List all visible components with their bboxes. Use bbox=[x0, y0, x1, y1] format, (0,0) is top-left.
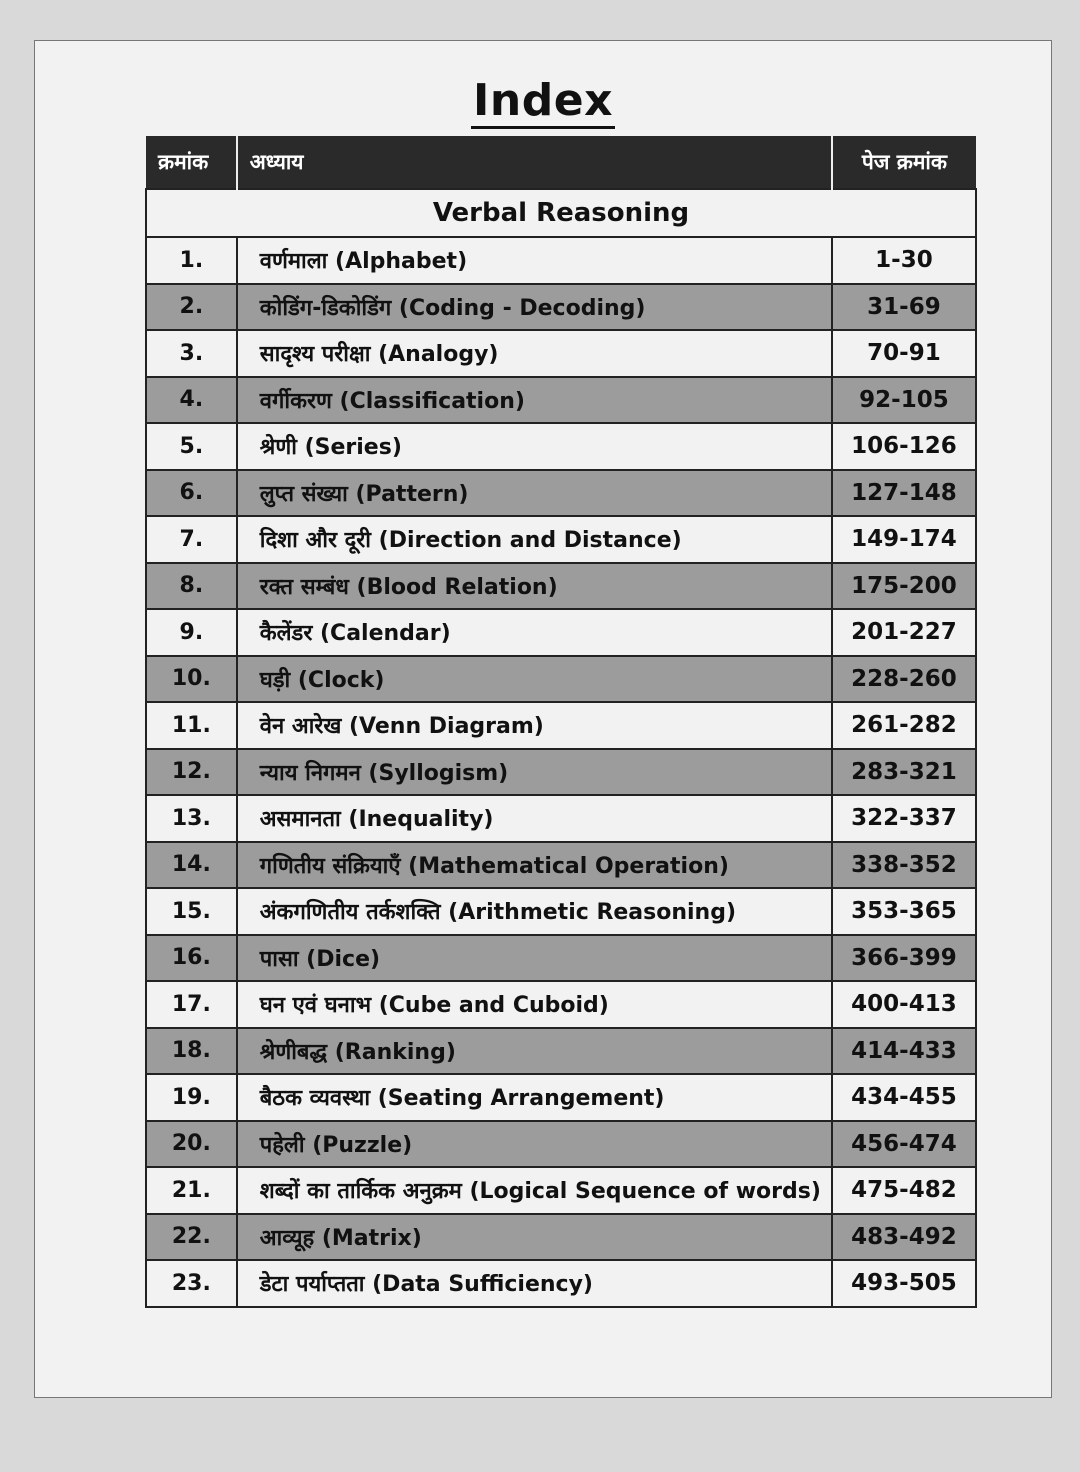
table-row bbox=[146, 1167, 976, 1214]
row-pages: 70-91 bbox=[832, 330, 976, 377]
row-chapter: वेन आरेख (Venn Diagram) bbox=[237, 702, 832, 749]
row-pages: 175-200 bbox=[832, 563, 976, 610]
row-chapter: लुप्त संख्या (Pattern) bbox=[237, 470, 832, 517]
book-page bbox=[34, 40, 1052, 1398]
header-row bbox=[146, 136, 976, 189]
table-row bbox=[146, 563, 976, 610]
row-serial: 13. bbox=[146, 795, 237, 842]
index-table-header bbox=[146, 136, 976, 189]
row-pages: 366-399 bbox=[832, 935, 976, 982]
row-pages: 475-482 bbox=[832, 1167, 976, 1214]
header-serial: क्रमांक bbox=[146, 136, 237, 189]
row-pages: 414-433 bbox=[832, 1028, 976, 1075]
row-serial: 12. bbox=[146, 749, 237, 796]
row-chapter: कैलेंडर (Calendar) bbox=[237, 609, 832, 656]
table-row bbox=[146, 656, 976, 703]
row-pages: 201-227 bbox=[832, 609, 976, 656]
table-row bbox=[146, 1121, 976, 1168]
row-serial: 14. bbox=[146, 842, 237, 889]
table-row bbox=[146, 888, 976, 935]
table-row bbox=[146, 935, 976, 982]
index-table-body bbox=[146, 189, 976, 1307]
row-pages: 92-105 bbox=[832, 377, 976, 424]
header-page: पेज क्रमांक bbox=[832, 136, 976, 189]
row-chapter: पहेली (Puzzle) bbox=[237, 1121, 832, 1168]
row-chapter: डेटा पर्याप्तता (Data Sufficiency) bbox=[237, 1260, 832, 1307]
index-table bbox=[145, 136, 977, 1308]
row-pages: 261-282 bbox=[832, 702, 976, 749]
header-chapter: अध्याय bbox=[237, 136, 832, 189]
row-serial: 22. bbox=[146, 1214, 237, 1261]
row-pages: 31-69 bbox=[832, 284, 976, 331]
row-serial: 4. bbox=[146, 377, 237, 424]
row-serial: 8. bbox=[146, 563, 237, 610]
row-serial: 15. bbox=[146, 888, 237, 935]
table-row bbox=[146, 749, 976, 796]
row-serial: 5. bbox=[146, 423, 237, 470]
table-row bbox=[146, 377, 976, 424]
row-serial: 9. bbox=[146, 609, 237, 656]
row-chapter: बैठक व्यवस्था (Seating Arrangement) bbox=[237, 1074, 832, 1121]
row-chapter: अंकगणितीय तर्कशक्ति (Arithmetic Reasoning) bbox=[237, 888, 832, 935]
row-serial: 18. bbox=[146, 1028, 237, 1075]
table-row bbox=[146, 1028, 976, 1075]
table-row bbox=[146, 330, 976, 377]
row-serial: 20. bbox=[146, 1121, 237, 1168]
row-serial: 16. bbox=[146, 935, 237, 982]
table-row bbox=[146, 1074, 976, 1121]
row-chapter: न्याय निगमन (Syllogism) bbox=[237, 749, 832, 796]
table-row bbox=[146, 609, 976, 656]
row-serial: 1. bbox=[146, 237, 237, 284]
row-pages: 493-505 bbox=[832, 1260, 976, 1307]
row-serial: 21. bbox=[146, 1167, 237, 1214]
row-pages: 106-126 bbox=[832, 423, 976, 470]
table-row bbox=[146, 470, 976, 517]
row-chapter: कोडिंग-डिकोडिंग (Coding - Decoding) bbox=[237, 284, 832, 331]
table-row bbox=[146, 237, 976, 284]
row-chapter: शब्दों का तार्किक अनुक्रम (Logical Sequence of words) bbox=[237, 1167, 832, 1214]
row-pages: 353-365 bbox=[832, 888, 976, 935]
row-pages: 149-174 bbox=[832, 516, 976, 563]
row-chapter: असमानता (Inequality) bbox=[237, 795, 832, 842]
row-pages: 322-337 bbox=[832, 795, 976, 842]
row-serial: 23. bbox=[146, 1260, 237, 1307]
row-chapter: वर्गीकरण (Classification) bbox=[237, 377, 832, 424]
table-row bbox=[146, 702, 976, 749]
row-chapter: आव्यूह (Matrix) bbox=[237, 1214, 832, 1261]
row-chapter: सादृश्य परीक्षा (Analogy) bbox=[237, 330, 832, 377]
row-pages: 228-260 bbox=[832, 656, 976, 703]
page-title-text: Index bbox=[471, 75, 615, 129]
table-row bbox=[146, 842, 976, 889]
table-row bbox=[146, 1214, 976, 1261]
page-title bbox=[35, 75, 1051, 126]
table-row bbox=[146, 516, 976, 563]
row-chapter: गणितीय संक्रियाएँ (Mathematical Operation) bbox=[237, 842, 832, 889]
row-serial: 17. bbox=[146, 981, 237, 1028]
row-serial: 3. bbox=[146, 330, 237, 377]
table-row bbox=[146, 284, 976, 331]
row-pages: 456-474 bbox=[832, 1121, 976, 1168]
row-chapter: श्रेणी (Series) bbox=[237, 423, 832, 470]
row-chapter: रक्त सम्बंध (Blood Relation) bbox=[237, 563, 832, 610]
row-chapter: वर्णमाला (Alphabet) bbox=[237, 237, 832, 284]
row-serial: 2. bbox=[146, 284, 237, 331]
row-pages: 483-492 bbox=[832, 1214, 976, 1261]
row-pages: 400-413 bbox=[832, 981, 976, 1028]
row-serial: 6. bbox=[146, 470, 237, 517]
row-pages: 338-352 bbox=[832, 842, 976, 889]
row-chapter: पासा (Dice) bbox=[237, 935, 832, 982]
row-serial: 10. bbox=[146, 656, 237, 703]
row-serial: 11. bbox=[146, 702, 237, 749]
row-pages: 127-148 bbox=[832, 470, 976, 517]
table-row bbox=[146, 981, 976, 1028]
section-row bbox=[146, 189, 976, 237]
table-row bbox=[146, 1260, 976, 1307]
row-pages: 283-321 bbox=[832, 749, 976, 796]
table-row bbox=[146, 795, 976, 842]
row-chapter: दिशा और दूरी (Direction and Distance) bbox=[237, 516, 832, 563]
row-chapter: श्रेणीबद्ध (Ranking) bbox=[237, 1028, 832, 1075]
section-heading: Verbal Reasoning bbox=[146, 189, 976, 237]
row-chapter: घड़ी (Clock) bbox=[237, 656, 832, 703]
table-row bbox=[146, 423, 976, 470]
row-serial: 7. bbox=[146, 516, 237, 563]
row-pages: 434-455 bbox=[832, 1074, 976, 1121]
row-serial: 19. bbox=[146, 1074, 237, 1121]
row-pages: 1-30 bbox=[832, 237, 976, 284]
row-chapter: घन एवं घनाभ (Cube and Cuboid) bbox=[237, 981, 832, 1028]
